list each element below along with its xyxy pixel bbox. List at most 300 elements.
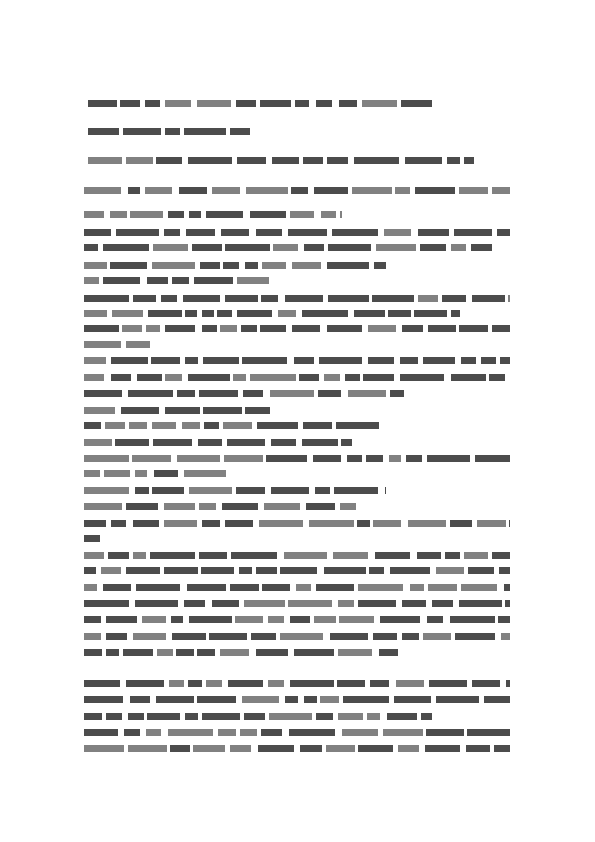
word-block [84,211,104,218]
word-block [84,341,121,348]
word-block [509,520,510,527]
word-block [164,520,197,527]
word-block [497,229,510,236]
text-line [84,487,386,496]
word-block [262,262,286,269]
word-block [466,745,490,752]
word-block [199,552,227,559]
word-block [315,487,330,494]
word-block [137,374,162,381]
word-block [259,520,303,527]
word-block [327,157,348,164]
word-block [343,696,389,703]
word-block [372,295,414,302]
word-block [105,422,125,429]
word-block [342,729,378,736]
word-block [338,713,363,720]
text-line [84,390,404,399]
word-block [133,520,159,527]
word-block [185,713,198,720]
word-block [316,100,332,107]
word-block [237,277,269,284]
word-block [256,229,282,236]
text-line [84,520,510,529]
word-block [116,229,159,236]
word-block [152,422,176,429]
text-line [84,600,510,609]
word-block [506,680,510,687]
word-block [326,745,355,752]
word-block [237,157,266,164]
word-block [489,374,505,381]
word-block [352,187,392,194]
text-line [84,310,460,319]
word-block [245,262,258,269]
word-block [225,520,253,527]
word-block [84,713,102,720]
word-block [225,295,258,302]
word-block [303,422,332,429]
word-block [84,633,101,640]
word-block [492,552,510,559]
word-block [290,616,310,623]
word-block [266,455,307,462]
word-block [84,552,104,559]
word-block [369,567,384,574]
word-block [223,422,252,429]
word-block [261,295,278,302]
word-block [161,295,177,302]
word-block [280,633,323,640]
word-block [390,390,404,397]
word-block [111,374,131,381]
word-block [242,696,279,703]
word-block [481,357,496,364]
word-block [200,262,220,269]
word-block [84,439,112,446]
word-block [410,584,424,591]
word-block [328,295,369,302]
word-block [285,295,323,302]
text-line [84,729,510,738]
word-block [318,390,341,397]
word-block [390,567,430,574]
word-block [373,520,401,527]
word-block [202,310,214,317]
word-block [380,616,420,623]
word-block [459,600,502,607]
word-block [206,211,243,218]
word-block [464,552,488,559]
word-block [268,616,284,623]
word-block [203,407,242,414]
word-block [304,696,317,703]
word-block [123,128,161,135]
word-block [84,696,123,703]
text-line [84,633,510,642]
word-block [288,600,332,607]
word-block [306,503,335,510]
word-block [164,503,195,510]
word-block [354,310,385,317]
word-block [193,745,225,752]
word-block [368,325,396,332]
word-block [132,455,171,462]
word-block [319,357,362,364]
word-block [220,649,249,656]
word-block [217,310,232,317]
word-block [198,439,222,446]
word-block [135,487,149,494]
word-block [156,696,194,703]
word-block [501,633,510,640]
text-line [84,325,510,334]
word-block [84,244,98,251]
word-block [288,229,327,236]
word-block [406,455,422,462]
word-block [256,567,277,574]
word-block [133,295,156,302]
word-block [290,211,314,218]
word-block [230,745,251,752]
word-block [103,244,149,251]
word-block [165,325,195,332]
word-block [357,520,370,527]
word-block [401,100,432,107]
word-block [106,713,122,720]
word-block [375,552,410,559]
word-block [447,157,460,164]
word-block [165,407,200,414]
word-block [384,229,411,236]
word-block [291,187,308,194]
word-block [220,325,237,332]
word-block [250,211,286,218]
text-line [88,100,432,109]
word-block [202,520,220,527]
word-block [472,295,505,302]
word-block [354,157,399,164]
text-line [84,295,510,304]
word-block [467,729,510,736]
word-block [436,696,479,703]
word-block [188,157,232,164]
word-block [184,470,226,477]
word-block [165,128,180,135]
word-block [106,616,137,623]
text-line [84,745,510,754]
word-block [122,325,142,332]
word-block [484,696,510,703]
word-block [209,633,247,640]
word-block [84,325,119,332]
word-block [236,487,265,494]
word-block [84,422,101,429]
word-block [400,357,418,364]
word-block [130,696,150,703]
word-block [333,552,368,559]
word-block [418,295,438,302]
word-block [241,325,257,332]
word-block [459,187,488,194]
word-block [358,745,393,752]
word-block [284,552,327,559]
word-block [123,649,153,656]
word-block [256,649,288,656]
word-block [88,128,119,135]
word-block [268,680,284,687]
word-block [464,157,474,164]
word-block [472,680,500,687]
word-block [271,439,296,446]
word-block [402,633,419,640]
text-line [84,535,100,544]
word-block [199,503,216,510]
word-block [176,649,194,656]
word-block [388,310,411,317]
word-block [492,187,510,194]
word-block [239,567,252,574]
word-block [426,729,464,736]
word-block [327,325,362,332]
word-block [204,422,219,429]
word-block [194,277,233,284]
word-block [192,244,222,251]
word-block [415,187,455,194]
word-block [367,713,380,720]
word-block [421,713,432,720]
word-block [168,729,213,736]
word-block [250,374,296,381]
text-line [84,357,510,366]
word-block [417,552,441,559]
word-block [499,567,510,574]
word-block [269,713,312,720]
word-block [84,487,129,494]
word-block [303,157,323,164]
word-block [271,487,309,494]
word-block [222,503,258,510]
word-block [324,374,340,381]
word-block [146,325,160,332]
word-block [428,325,456,332]
text-line [84,552,510,561]
word-block [199,390,238,397]
word-block [142,616,166,623]
word-block [188,374,230,381]
word-block [185,357,198,364]
word-block [189,616,232,623]
word-block [280,567,317,574]
word-block [233,374,246,381]
text-line [84,422,382,431]
word-block [133,633,166,640]
word-block [475,455,510,462]
word-block [126,503,158,510]
word-block [498,616,510,623]
word-block [130,211,163,218]
word-block [84,229,111,236]
word-block [290,680,334,687]
word-block [84,600,129,607]
text-line [84,211,342,220]
word-block [334,487,378,494]
word-block [379,649,398,656]
word-block [270,390,314,397]
word-block [84,470,100,477]
word-block [84,374,104,381]
word-block [110,262,147,269]
word-block [88,157,122,164]
word-block [420,244,446,251]
word-block [461,584,497,591]
word-block [398,745,419,752]
word-block [492,325,510,332]
word-block [151,357,180,364]
word-block [505,600,510,607]
word-block [309,520,354,527]
word-block [111,357,148,364]
word-block [168,211,184,218]
word-block [242,357,287,364]
word-block [146,729,161,736]
word-block [445,552,460,559]
word-block [135,470,147,477]
word-block [135,600,178,607]
word-block [84,745,124,752]
word-block [230,128,250,135]
word-block [172,277,189,284]
word-block [341,439,352,446]
text-line [84,567,510,576]
word-block [395,187,410,194]
word-block [206,680,222,687]
word-block [88,100,117,107]
word-block [336,422,379,429]
word-block [324,567,366,574]
word-block [225,244,270,251]
word-block [257,422,298,429]
word-block [425,745,460,752]
word-block [126,567,160,574]
word-block [240,729,257,736]
word-block [145,187,172,194]
word-block [150,552,195,559]
text-line [88,128,250,137]
word-block [212,187,240,194]
word-block [104,470,130,477]
word-block [477,520,506,527]
word-block [328,244,371,251]
word-block [177,455,220,462]
word-block [348,390,386,397]
word-block [258,745,294,752]
word-block [124,729,140,736]
word-block [471,244,492,251]
word-block [423,357,455,364]
word-block [429,680,467,687]
word-block [197,649,215,656]
word-block [339,616,374,623]
word-block [84,616,101,623]
word-block [121,407,159,414]
word-block [500,357,510,364]
text-line [84,696,510,705]
word-block [302,439,338,446]
word-block [103,277,140,284]
word-block [128,745,167,752]
word-block [188,680,202,687]
word-block [106,649,119,656]
word-block [165,374,182,381]
word-block [245,407,270,414]
word-block [148,310,182,317]
word-block [84,262,107,269]
word-block [316,584,354,591]
word-block [156,157,182,164]
word-block [164,229,180,236]
word-block [387,713,417,720]
word-block [508,295,510,302]
word-block [373,633,397,640]
word-block [289,729,335,736]
word-block [84,649,102,656]
word-block [201,567,234,574]
word-block [120,100,140,107]
word-block [223,262,239,269]
word-block [126,341,150,348]
word-block [347,455,362,462]
word-block [177,390,195,397]
word-block [272,157,299,164]
word-block [84,729,118,736]
word-block [504,584,510,591]
word-block [84,310,107,317]
word-block [314,187,348,194]
word-block [454,229,492,236]
word-block [106,633,127,640]
word-block [165,100,191,107]
word-block [428,584,457,591]
word-block [296,584,311,591]
word-block [362,100,397,107]
word-block [455,633,495,640]
word-block [436,567,464,574]
word-block [339,100,357,107]
word-block [243,390,263,397]
word-block [396,680,424,687]
word-block [172,633,206,640]
word-block [450,616,495,623]
word-block [278,310,296,317]
word-block [273,244,298,251]
word-block [179,187,207,194]
word-block [202,713,240,720]
word-block [338,600,354,607]
word-block [370,680,389,687]
word-block [84,357,106,364]
word-block [221,229,249,236]
word-block [182,422,200,429]
word-block [320,696,339,703]
word-block [157,649,173,656]
word-block [400,374,444,381]
word-block [402,600,426,607]
word-block [414,310,447,317]
word-block [340,503,356,510]
word-block [169,680,184,687]
word-block [128,390,173,397]
